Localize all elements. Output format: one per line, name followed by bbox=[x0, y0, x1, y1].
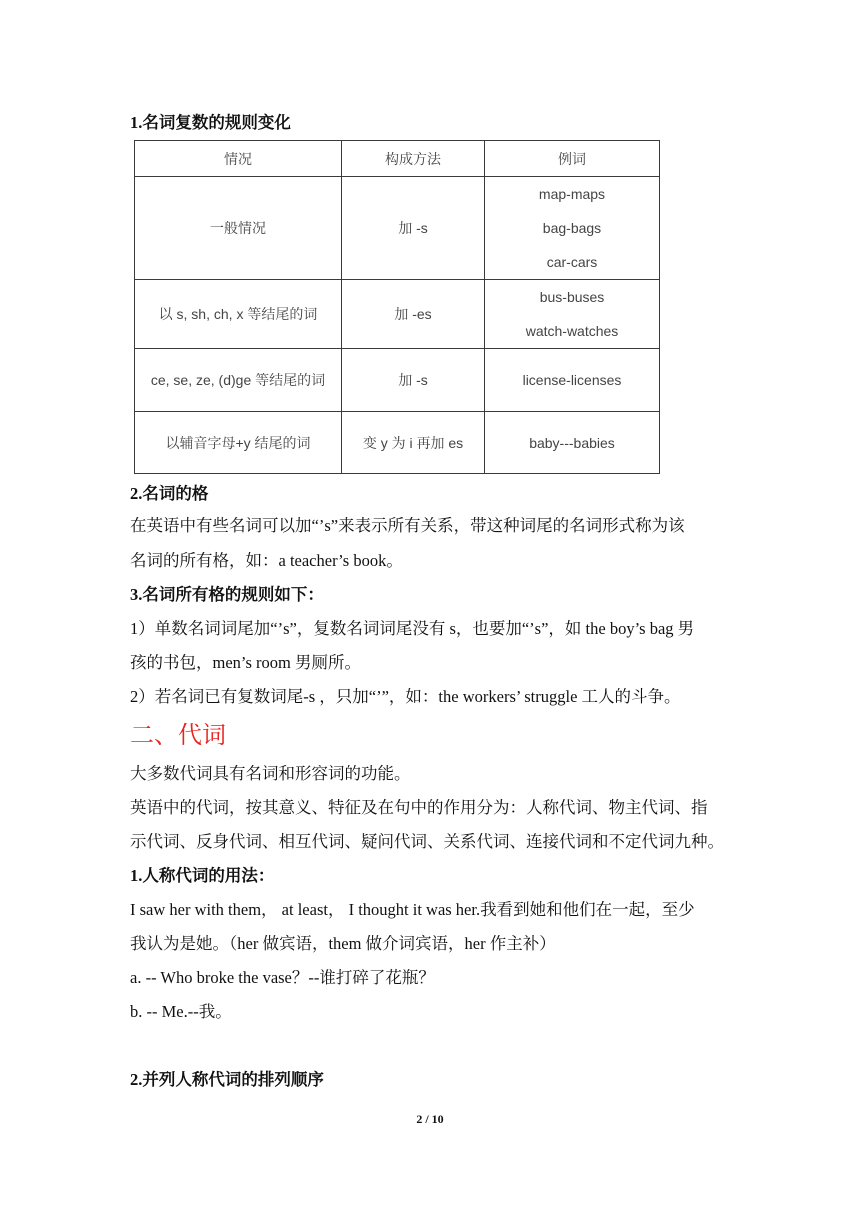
table-header-cell: 情况 bbox=[135, 141, 342, 177]
paragraph-line: 在英语中有些名词可以加“’s”来表示所有关系，带这种词尾的名词形式称为该 bbox=[130, 516, 685, 535]
section-heading-pronoun-order: 2.并列人称代词的排列顺序 bbox=[130, 1070, 324, 1089]
example-word: map-maps bbox=[538, 186, 606, 202]
table-row bbox=[135, 412, 660, 474]
table-cell-method: 加 -s bbox=[342, 349, 485, 412]
table-cell-method: 变 y 为 i 再加 es bbox=[342, 412, 485, 474]
example-word: car-cars bbox=[546, 254, 598, 270]
table-cell-examples bbox=[485, 412, 660, 474]
example-word: bag-bags bbox=[542, 220, 602, 236]
paragraph-line: 英语中的代词，按其意义、特征及在句中的作用分为：人称代词、物主代词、指 bbox=[130, 798, 708, 817]
example-word: bus-buses bbox=[539, 289, 605, 305]
paragraph-line: 名词的所有格，如：a teacher’s book。 bbox=[130, 551, 403, 570]
table-row bbox=[135, 280, 660, 349]
paragraph-line: 2）若名词已有复数词尾-s ，只加“’”，如：the workers’ struggle 工人的斗争。 bbox=[130, 687, 681, 706]
table-cell-examples bbox=[485, 177, 660, 280]
table-header-row bbox=[135, 141, 660, 177]
paragraph-line: 大多数代词具有名词和形容词的功能。 bbox=[130, 764, 411, 783]
table-cell-situation: 一般情况 bbox=[135, 177, 342, 280]
table-row bbox=[135, 177, 660, 280]
table-header-cell: 构成方法 bbox=[342, 141, 485, 177]
section-heading-plural-rules: 1.名词复数的规则变化 bbox=[130, 113, 291, 132]
table-cell-method: 加 -es bbox=[342, 280, 485, 349]
table-header-cell: 例词 bbox=[485, 141, 660, 177]
chapter-title-pronoun: 二、代词 bbox=[130, 721, 226, 749]
section-heading-possessive-rules: 3.名词所有格的规则如下： bbox=[130, 585, 324, 604]
example-word: baby---babies bbox=[529, 434, 615, 451]
table-cell-examples bbox=[485, 349, 660, 412]
table-cell-situation: 以 s, sh, ch, x 等结尾的词 bbox=[135, 280, 342, 349]
section-heading-noun-case: 2.名词的格 bbox=[130, 484, 209, 503]
example-word: watch-watches bbox=[525, 323, 619, 339]
paragraph-line: b. -- Me.--我。 bbox=[130, 1002, 232, 1021]
table-cell-situation: 以辅音字母+y 结尾的词 bbox=[135, 412, 342, 474]
paragraph-line: 示代词、反身代词、相互代词、疑问代词、关系代词、连接代词和不定代词九种。 bbox=[130, 832, 724, 851]
table-cell-examples bbox=[485, 280, 660, 349]
example-word: license-licenses bbox=[522, 372, 622, 388]
paragraph-line: 1）单数名词词尾加“’s”，复数名词词尾没有 s，也要加“’s”，如 the boy’s bag 男 bbox=[130, 619, 695, 638]
table-cell-method: 加 -s bbox=[342, 177, 485, 280]
paragraph-line: 我认为是她。（her 做宾语，them 做介词宾语，her 作主补） bbox=[130, 934, 556, 953]
plural-rules-table bbox=[134, 140, 660, 474]
table-row bbox=[135, 349, 660, 412]
paragraph-line: I saw her with them， at least， I thought it was her.我看到她和他们在一起，至少 bbox=[130, 900, 695, 919]
paragraph-line: 孩的书包，men’s room 男厕所。 bbox=[130, 653, 361, 672]
paragraph-line: a. -- Who broke the vase？--谁打碎了花瓶？ bbox=[130, 968, 435, 987]
section-heading-personal-pronoun: 1.人称代词的用法： bbox=[130, 866, 275, 885]
page-number: 2 / 10 bbox=[416, 1112, 444, 1126]
table-cell-situation: ce, se, ze, (d)ge 等结尾的词 bbox=[135, 349, 342, 412]
